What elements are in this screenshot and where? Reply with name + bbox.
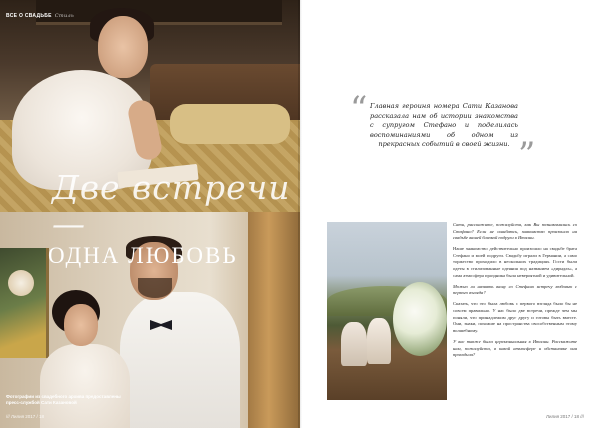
article-question: Сати, расскажите, пожалуйста, как Вы познакомились со Стефано? Если не ошибаюсь, знакомство произошло на свадьбе вашей близкой подруги в Италии. [453,222,577,241]
shoe-left [341,322,367,366]
shoe-right [367,318,391,364]
bouquet [393,282,447,356]
article-body [453,222,577,363]
page-gutter [298,0,302,428]
groom-shirt [120,292,240,428]
painting-flower [8,270,34,296]
headline-line-2: ОДНА ЛЮБОВЬ [48,243,238,268]
quote-open-icon: “ [350,89,368,129]
bride-dress-bottom [40,344,130,428]
article-answer: Наше знакомство действительно произошло на свадьбе брата Стефано и моей подруги. Свадьбу играли в Германии, а само торжество проходило в нескольких традициях. Гости были одеты в стилизованные одеяния под названием «дирндль», а сама атмосфера праздника была невероятной и удивительной. [453,246,577,278]
bride-face [98,16,148,78]
section-title: ВСЕ О СВАДЬБЕ [6,13,52,19]
bride-face-bottom [64,304,98,346]
article-question: У вас также была церемониальная в Италии. Расскажите нам, пожалуйста, в какой атмосфере и обстановке она проходила? [453,338,577,358]
quote-close-icon: ” [518,135,536,175]
folio-left: /// Лилия 2017 / 18 [6,414,45,419]
shoes-bouquet-photo [327,222,447,400]
pillow [170,104,290,144]
folio-right: Лилия 2017 / 18 /// [546,414,585,419]
article-answer: Сказать, что это была любовь с первого взгляда было бы не совсем правильно. У нас было две встречи, прежде чем мы поняли, что принадлежим друг другу и готовы быть вместе. Они, знаки, похожие на пространства свособственным этому волшебному. [453,301,577,333]
pull-quote: Главная героиня номера Сати Казанова рассказала нам об истории знакомства с супругом Стефано и поделилась воспоминаниями об одном из прекрасных событий в своей жизни. [370,102,518,149]
headline [0,170,300,270]
headline-line-1: Две встречи — [52,168,291,243]
section-label [6,13,74,19]
groom-beard [138,278,172,298]
photo-credit: Фотографии из свадебного архива предоставлены пресс-службой Сати Казановой [6,394,121,405]
section-subtitle: Стиль [54,13,74,19]
article-question: Можно ли назвать вашу со Стефано встречу любовью с первого взгляда? [453,283,577,296]
